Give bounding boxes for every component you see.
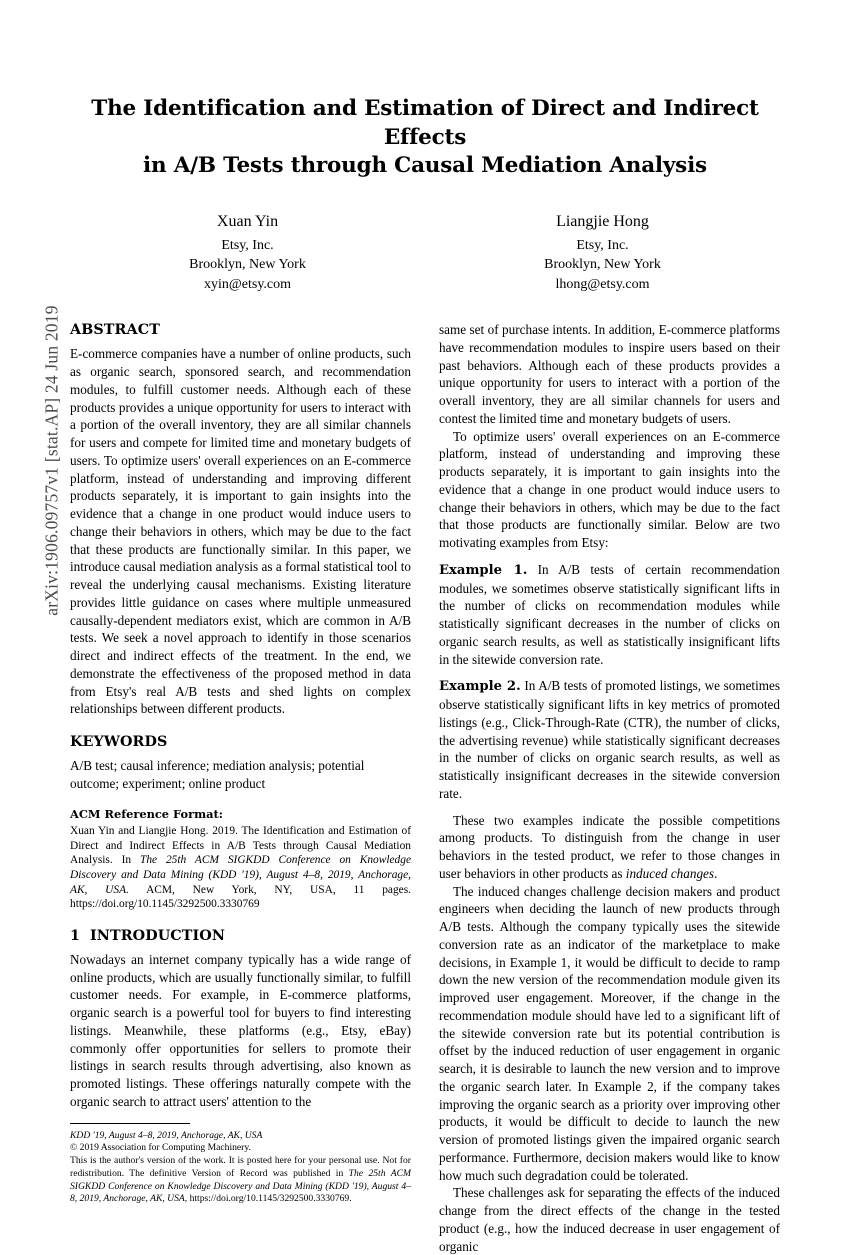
right-paragraph-3 (439, 812, 780, 883)
footnote-divider (70, 1123, 190, 1124)
title-line-2: in A/B Tests through Causal Mediation Analysis (143, 153, 707, 179)
acm-ref-part2: ACM, New York, NY, USA, 11 pages. https://doi.org/10.1145/3292500.3330769 (70, 883, 411, 911)
author-block (70, 211, 780, 295)
author-location: Brooklyn, New York (189, 257, 306, 273)
footnote-copyright: © 2019 Association for Computing Machinery. (70, 1142, 251, 1154)
footnote-italic-venue: The 25th ACM SIGKDD Conference on Knowledge Discovery and Data Mining (KDD '19), August 4–8, 2019, Anchorage, AK, USA, (70, 1167, 411, 1205)
two-column-body (70, 321, 780, 1255)
author-location: Brooklyn, New York (544, 257, 661, 273)
section-title: INTRODUCTION (90, 927, 226, 944)
footnote-line-2: https://doi.org/10.1145/3292500.3330769. (187, 1193, 352, 1205)
footnote-venue: KDD '19, August 4–8, 2019, Anchorage, AK, USA (70, 1129, 263, 1141)
example-2-text: In A/B tests of promoted listings, we sometimes observe statistically significant lifts in key metrics of promoted listings (e.g., Click-Through-Rate (CTR), the number of clicks, the advertising revenue) while statistically significant decreases in the number of clicks on organic search results, as well as statistically insignificant decreases in the sitewide conversion rate. (439, 678, 780, 801)
author-affiliation: Etsy, Inc. (221, 237, 274, 253)
author-2 (425, 211, 780, 295)
abstract-text: E-commerce companies have a number of online products, such as organic search, sponsored search, and recommendation modules, to fulfill customer needs. Although each of these products provides a unique opportunity for users to interact with a portion of the overall inventory, they are all similar channels for users and compete for limited time and monetary budgets of users. To optimize users' overall experiences on an E-commerce platform, instead of understanding and improving different products separately, it is important to gain insights into the evidence that a change in one product would induce users to change their behaviors in others, which may be due to the fact that these products are functionally similar. In this paper, we introduce causal mediation analysis as a formal statistical tool to reveal the underlying causal mechanisms. Existing literature provides little guidance on cases where multiple unmeasured causally-dependent mediators exist, which are common in A/B tests. We seek a novel approach to identify in those scenarios direct and indirect effects of the treatment. In the end, we demonstrate the effectiveness of the proposed method in data from Etsy's real A/B tests and shed lights on complex relationships between different products. (70, 346, 411, 717)
example-1-label: Example 1. (439, 562, 528, 578)
right-column (439, 321, 780, 1255)
right-paragraph-5: These challenges ask for separating the effects of the induced change from the direct effects of the change in the tested product (e.g., how the induced decrease in user engagement of organic (439, 1185, 780, 1254)
paper-content (70, 95, 780, 1255)
arxiv-stamp: arXiv:1906.09757v1 [stat.AP] 24 Jun 2019 (41, 305, 62, 616)
example-1 (439, 561, 780, 669)
introduction-heading (70, 927, 411, 946)
footnote-line-1: This is the author's version of the work. It is posted here for your personal use. Not for redistribution. The definitive Version of Record was published in (70, 1155, 411, 1179)
right-paragraph-3-text: These two examples indicate the possible competitions among products. To distinguish from the change in user behaviors in the tested product, we refer to those changes in user behaviors in other products as (439, 812, 780, 881)
footnote-block (70, 1130, 411, 1207)
example-2-label: Example 2. (439, 679, 521, 695)
page-title (82, 95, 768, 181)
author-name: Liangjie Hong (556, 212, 649, 230)
section-number: 1 (70, 927, 81, 944)
acm-ref-part1: Xuan Yin and Liangjie Hong. 2019. The Identification and Estimation of Direct and Indirect Effects in A/B Tests through Causal Mediation Analysis. In (70, 825, 411, 867)
acm-reference-heading: ACM Reference Format: (70, 806, 223, 821)
keywords-heading: KEYWORDS (70, 734, 168, 751)
right-paragraph-4: The induced changes challenge decision makers and product engineers when deciding the launch of new products through A/B tests. Although the company typically uses the sitewide conversion rate as an indicator of the marketplace to make decisions, in Example 1, it would be difficult to decide to ramp down the new version of the recommendation module given its improved user engagement. Moreover, if the change in the recommendation module should have led to a significant lift of the sitewide conversion rate but its potential contribution is offset by the induced reduction of user engagement in organic search, it is desirable to launch the new version and to improve the organic search later. In Example 2, if the company takes improving the organic search as a priority over improving other products, it would be difficult to decide to launch the new version of promoted listings given the impaired organic search performance. Furthermore, decision makers would like to know how much such degradation could be tolerated. (439, 883, 780, 1183)
author-name: Xuan Yin (216, 212, 279, 230)
example-1-text: In A/B tests of certain recommendation modules, we sometimes observe statistically significant lifts in the number of clicks on recommendation modules while statistically significant decreases in the number of clicks on organic search results, as well as statistically insignificant lifts in the sitewide conversion rate. (439, 561, 780, 667)
keywords-text: A/B test; causal inference; mediation analysis; potential outcome; experiment; online product (70, 758, 365, 792)
title-line-1: The Identification and Estimation of Direct and Indirect Effects (91, 96, 759, 150)
right-paragraph-1: same set of purchase intents. In addition, E-commerce platforms have recommendation modules to inspire users based on their past behaviors. Although each of these products provides a unique opportunity for users to interact with a portion of the overall inventory, they are all similar channels for users and contest the limited time and monetary budgets of users. (439, 322, 780, 426)
intro-paragraph-1: Nowadays an internet company typically has a wide range of online products, which are usually functionally similar, to fulfill customer needs. For example, in E-commerce platforms, organic search is a powerful tool for buyers to find interesting listings. Meanwhile, these platforms (e.g., Etsy, eBay) commonly offer opportunities for sellers to promote their listings in search results through advertising, also known as promoted listings. These offerings naturally compete with the organic search to attract users' attention to the (70, 951, 411, 1109)
author-1 (70, 211, 425, 295)
author-email: xyin@etsy.com (203, 277, 292, 293)
right-paragraph-2: To optimize users' overall experiences on an E-commerce platform, instead of understanding and improving these products separately, it is important to gain insights into the evidence that a change in one product would induce users to change their behaviors in others, which may be due to the fact that those products are functionally similar. Below are two motivating examples from Etsy: (439, 428, 780, 551)
induced-changes-italic: induced changes (625, 865, 715, 881)
author-affiliation: Etsy, Inc. (576, 237, 629, 253)
example-2 (439, 677, 780, 802)
acm-reference-text (70, 824, 411, 912)
right-paragraph-3-end: . (714, 865, 718, 881)
author-email: lhong@etsy.com (555, 277, 650, 293)
abstract-heading: ABSTRACT (70, 322, 160, 339)
acm-ref-venue-italic: The 25th ACM SIGKDD Conference on Knowledge Discovery and Data Mining (KDD '19), August 4–8, 2019, Anchorage, AK, USA. (70, 854, 412, 896)
left-column (70, 321, 411, 1255)
